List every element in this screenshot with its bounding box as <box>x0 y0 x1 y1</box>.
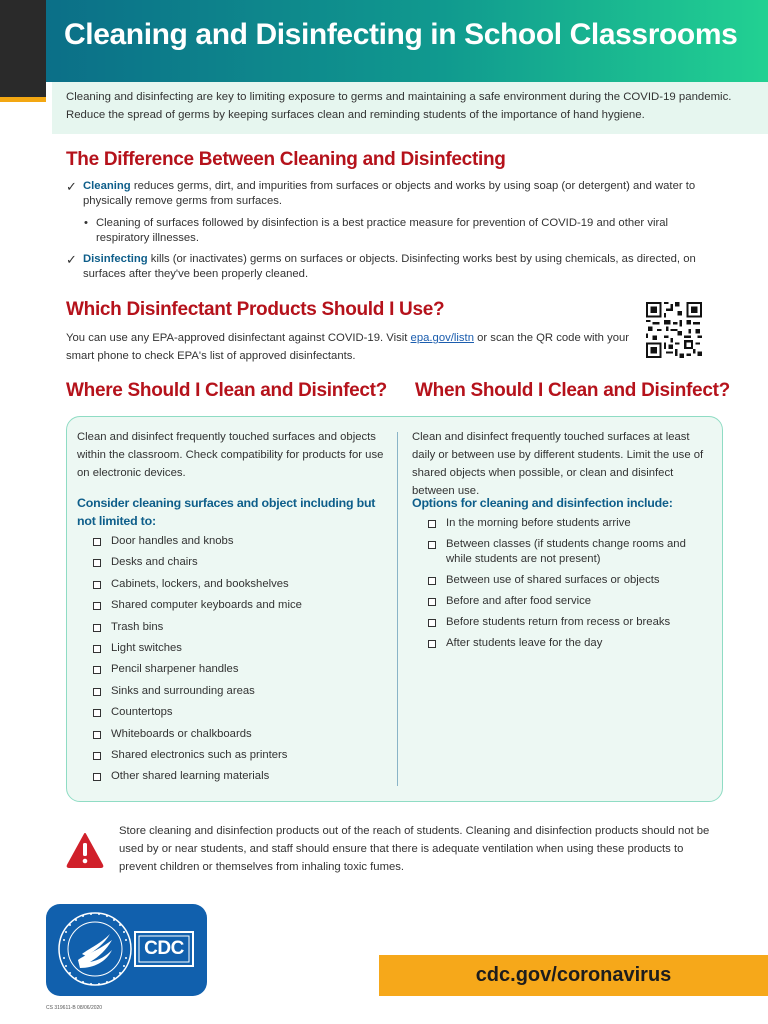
when-subheading: Options for cleaning and disinfection include: <box>412 496 673 510</box>
checkbox-icon <box>428 520 436 528</box>
checkbox-icon <box>93 581 101 589</box>
intro-text: Cleaning and disinfecting are key to limiting exposure to germs and maintaining a safe environment during the COVID-19 pandemic. Reduce the spread of germs by keeping surfaces clean and reminding students of the importance of hand hygiene. <box>66 91 732 121</box>
checklist-item-text: Shared electronics such as printers <box>111 748 288 761</box>
cleaning-sub-text: Cleaning of surfaces followed by disinfection is a best practice measure for prevention of COVID-19 and other viral respiratory illnesses. <box>96 217 669 244</box>
disinfecting-keyword: Disinfecting <box>83 253 148 265</box>
where-checklist <box>93 534 388 791</box>
checklist-item-text: Desks and chairs <box>111 556 198 569</box>
warning-text: Store cleaning and disinfection products out of the reach of students. Cleaning and disinfection products should not be used by or near students, and staff should ensure that there is adequate ventilation when using these products to prevent children or themselves from inhaling toxic fumes. <box>119 825 710 873</box>
checklist-item-text: Between classes (if students change rooms and while students are not present) <box>446 538 686 565</box>
warning-icon <box>66 832 104 868</box>
checkmark-icon: ✓ <box>66 252 77 267</box>
checklist-item <box>428 636 713 651</box>
checkbox-icon <box>93 688 101 696</box>
checkbox-icon <box>428 541 436 549</box>
when-intro: Clean and disinfect frequently touched surfaces at least daily or between use by different students. Limit the use of shared objects when possible, or clean and disinfect between use. <box>412 431 704 497</box>
epa-link[interactable]: epa.gov/listn <box>410 332 474 344</box>
checkbox-icon <box>93 559 101 567</box>
checklist-item-text: Shared computer keyboards and mice <box>111 599 302 612</box>
checkbox-icon <box>93 538 101 546</box>
checklist-item <box>428 573 713 588</box>
qr-code-icon[interactable] <box>646 302 702 358</box>
products-text-after: or scan the QR code with your smart phone to check EPA's list of approved disinfectants. <box>66 332 630 362</box>
checklist-item-text: Before and after food service <box>446 595 592 607</box>
checkbox-icon <box>93 602 101 610</box>
checklist-item <box>93 534 388 549</box>
cdc-url-link[interactable]: cdc.gov/coronavirus <box>475 964 672 986</box>
cdc-logo-text: CDC <box>144 938 184 959</box>
corner-stripe <box>0 97 46 102</box>
checklist-item <box>93 684 388 699</box>
cleaning-keyword: Cleaning <box>83 180 131 192</box>
difference-heading: The Difference Between Cleaning and Disinfecting <box>66 149 506 170</box>
checkmark-icon: ✓ <box>66 179 77 194</box>
checkbox-icon <box>428 619 436 627</box>
when-heading: When Should I Clean and Disinfect? <box>415 380 730 401</box>
checklist-item <box>93 598 388 613</box>
where-intro: Clean and disinfect frequently touched surfaces and objects within the classroom. Check compatibility for products for use on electronic devices. <box>77 431 384 479</box>
checklist-item <box>93 662 388 677</box>
products-text-before: You can use any EPA-approved disinfectant against COVID-19. Visit <box>66 332 411 344</box>
checkbox-icon <box>93 752 101 760</box>
checklist-item <box>93 748 388 763</box>
checklist-item-text: Light switches <box>111 641 182 654</box>
corner-block <box>0 0 46 100</box>
cleaning-sub-item <box>84 216 704 246</box>
page-title: Cleaning and Disinfecting in School Classrooms <box>64 18 738 51</box>
checkbox-icon <box>93 645 101 653</box>
checklist-item-text: Between use of shared surfaces or objects <box>446 574 660 586</box>
when-checklist <box>428 516 713 657</box>
checklist-item <box>93 641 388 656</box>
checklist-item <box>93 769 388 784</box>
checklist-item-text: Countertops <box>111 706 173 719</box>
products-text <box>66 329 632 365</box>
checklist-item <box>428 516 713 531</box>
checklist-item <box>93 577 388 592</box>
checkbox-icon <box>93 731 101 739</box>
checklist-item-text: Before students return from recess or breaks <box>446 616 671 628</box>
document-code: CS 319611-B 08/06/2020 <box>46 1005 103 1011</box>
where-heading: Where Should I Clean and Disinfect? <box>66 380 387 401</box>
checklist-item-text: Sinks and surrounding areas <box>111 684 255 697</box>
checkbox-icon <box>428 598 436 606</box>
checklist-item-text: In the morning before students arrive <box>446 517 631 529</box>
checklist-item-text: Pencil sharpener handles <box>111 663 239 676</box>
where-subheading: Consider cleaning surfaces and object including but not limited to: <box>77 496 376 528</box>
panel-divider <box>397 432 398 786</box>
checklist-item-text: Trash bins <box>111 620 164 633</box>
checklist-item <box>93 555 388 570</box>
checklist-item <box>428 537 713 567</box>
hhs-seal-icon <box>56 910 134 988</box>
checklist-item-text: After students leave for the day <box>446 637 603 649</box>
checkbox-icon <box>93 709 101 717</box>
products-heading: Which Disinfectant Products Should I Use? <box>66 299 445 320</box>
checkbox-icon <box>93 624 101 632</box>
checklist-item <box>428 594 713 609</box>
checklist-item <box>428 615 713 630</box>
cleaning-text: reduces germs, dirt, and impurities from surfaces or objects and works by using soap (or detergent) and water to physically remove germs from surfaces. <box>83 180 696 207</box>
checkbox-icon <box>93 773 101 781</box>
cleaning-item <box>66 179 726 209</box>
checkbox-icon <box>428 640 436 648</box>
disinfecting-text: kills (or inactivates) germs on surfaces or objects. Disinfecting works best by using chemicals, as directed, on surfaces after they've been properly cleaned. <box>83 253 696 280</box>
checklist-item <box>93 705 388 720</box>
checklist-item-text: Cabinets, lockers, and bookshelves <box>111 577 289 590</box>
checklist-item-text: Whiteboards or chalkboards <box>111 727 252 740</box>
checklist-item <box>93 620 388 635</box>
checklist-item-text: Door handles and knobs <box>111 535 234 547</box>
checklist-item-text: Other shared learning materials <box>111 770 270 783</box>
cdc-logo <box>134 931 194 967</box>
checkbox-icon <box>428 577 436 585</box>
checkbox-icon <box>93 666 101 674</box>
checklist-item <box>93 727 388 742</box>
disinfecting-item <box>66 252 726 282</box>
bullet-icon: • <box>84 217 88 229</box>
